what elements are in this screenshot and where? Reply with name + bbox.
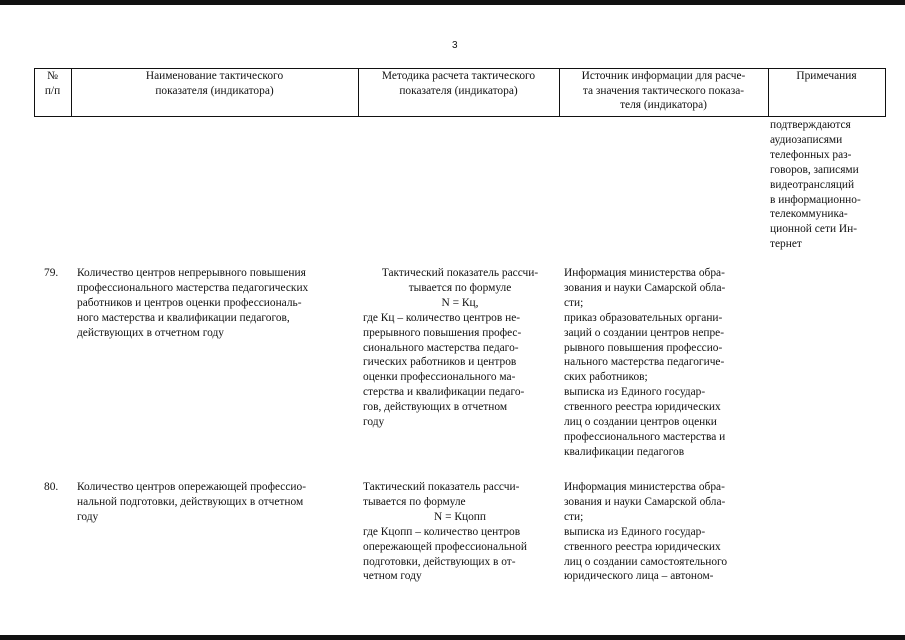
header-source-line: Источник информации для расче- [581, 70, 746, 82]
row-79-source [564, 266, 766, 460]
header-method-line: показателя (индикатора) [399, 84, 518, 97]
name-line: работников и центров оценки профессиональ- [77, 296, 302, 309]
method-line: оценки профессионального ма- [363, 371, 516, 384]
note-line: говоров, записями [770, 163, 859, 176]
method-line: Тактический показатель рассчи- [381, 267, 539, 279]
source-line: Информация министерства обра- [564, 267, 725, 279]
method-line: сионального мастерства педаго- [363, 341, 519, 354]
carryover-note [770, 118, 882, 252]
header-source [559, 69, 768, 113]
row-80-source [564, 480, 766, 584]
header-method-line: Методика расчета тактического [381, 70, 536, 82]
method-line: тывается по формуле [363, 495, 466, 508]
note-line: в информационно- [770, 193, 861, 206]
source-line: выписка из Единого государ- [564, 525, 706, 538]
note-line: видеотрансляций [770, 178, 855, 191]
name-line: году [77, 510, 99, 523]
top-scan-border [0, 0, 905, 5]
source-line: юридического лица – автоном- [564, 570, 714, 583]
source-line: квалификации педагогов [564, 445, 685, 458]
name-line: Количество центров непрерывного повышения [77, 267, 306, 279]
source-line: Информация министерства обра- [564, 481, 725, 493]
note-line: ционной сети Ин- [770, 223, 858, 236]
source-line: рывного повышения профессио- [564, 341, 723, 354]
page-number: 3 [452, 40, 458, 51]
header-source-line: теля (индикатора) [620, 99, 707, 111]
name-line: профессионального мастерства педагогических [77, 281, 309, 294]
method-line: подготовки, действующих в от- [363, 555, 516, 568]
name-line: ного мастерства и квалификации педагогов, [77, 311, 290, 324]
method-line: Тактический показатель рассчи- [363, 481, 520, 493]
header-notes [768, 69, 885, 84]
note-line: тернет [770, 238, 802, 251]
source-line: нального мастерства педагогиче- [564, 356, 725, 369]
method-line: где Кцопп – количество центров [363, 525, 521, 538]
source-line: выписка из Единого государ- [564, 386, 706, 399]
note-line: телефонных раз- [770, 148, 852, 161]
table-header-bottom-border [34, 116, 886, 117]
formula: N = Кцопп [434, 510, 486, 523]
source-line: приказ образовательных органи- [564, 311, 723, 324]
method-line: гов, действующих в отчетном [363, 401, 508, 414]
source-line: ских работников; [564, 371, 648, 384]
source-line: ственного реестра юридических [564, 401, 721, 414]
method-line: где Кц – количество центров не- [363, 311, 521, 324]
source-line: зования и науки Самарской обла- [564, 495, 726, 508]
row-79-name [77, 266, 357, 341]
header-num [34, 69, 71, 98]
source-line: лиц о создании центров оценки [564, 416, 717, 429]
source-line: лиц о создании самостоятельного [564, 555, 728, 568]
header-num-line: п/п [44, 84, 61, 97]
method-line: прерывного повышения профес- [363, 326, 522, 339]
formula: N = Кц, [441, 296, 479, 309]
name-line: Количество центров опережающей профессио- [77, 481, 306, 493]
method-line: тывается по формуле [408, 281, 512, 294]
header-name [71, 69, 358, 98]
source-line: сти; [564, 510, 584, 523]
header-notes-label: Примечания [796, 70, 857, 82]
name-line: нальной подготовки, действующих в отчетном [77, 495, 304, 508]
header-num-line: № [47, 70, 58, 82]
source-line: зования и науки Самарской обла- [564, 281, 726, 294]
method-line: гических работников и центров [363, 356, 517, 369]
source-line: ственного реестра юридических [564, 540, 721, 553]
row-79-method [363, 266, 557, 430]
header-name-line: Наименование тактического [145, 70, 284, 82]
row-80-num: 80. [44, 481, 59, 493]
row-80-method [363, 480, 557, 584]
note-line: телекоммуника- [770, 208, 848, 221]
note-line: аудиозаписями [770, 133, 843, 146]
name-line: действующих в отчетном году [77, 326, 224, 339]
note-line: подтверждаются [770, 119, 851, 131]
bottom-scan-border [0, 635, 905, 640]
method-line: году [363, 416, 385, 429]
method-line: стерства и квалификации педаго- [363, 386, 525, 399]
source-line: профессионального мастерства и [564, 430, 726, 443]
row-79-num: 79. [44, 267, 59, 279]
source-line: сти; [564, 296, 584, 309]
source-line: заций о создании центров непре- [564, 326, 725, 339]
header-method [358, 69, 559, 98]
header-source-line: та значения тактического показа- [582, 84, 745, 97]
method-line: четном году [363, 570, 422, 583]
col-divider-5 [885, 68, 886, 116]
method-line: опережающей профессиональной [363, 540, 527, 553]
header-name-line: показателя (индикатора) [155, 84, 274, 97]
row-80-name [77, 480, 357, 525]
